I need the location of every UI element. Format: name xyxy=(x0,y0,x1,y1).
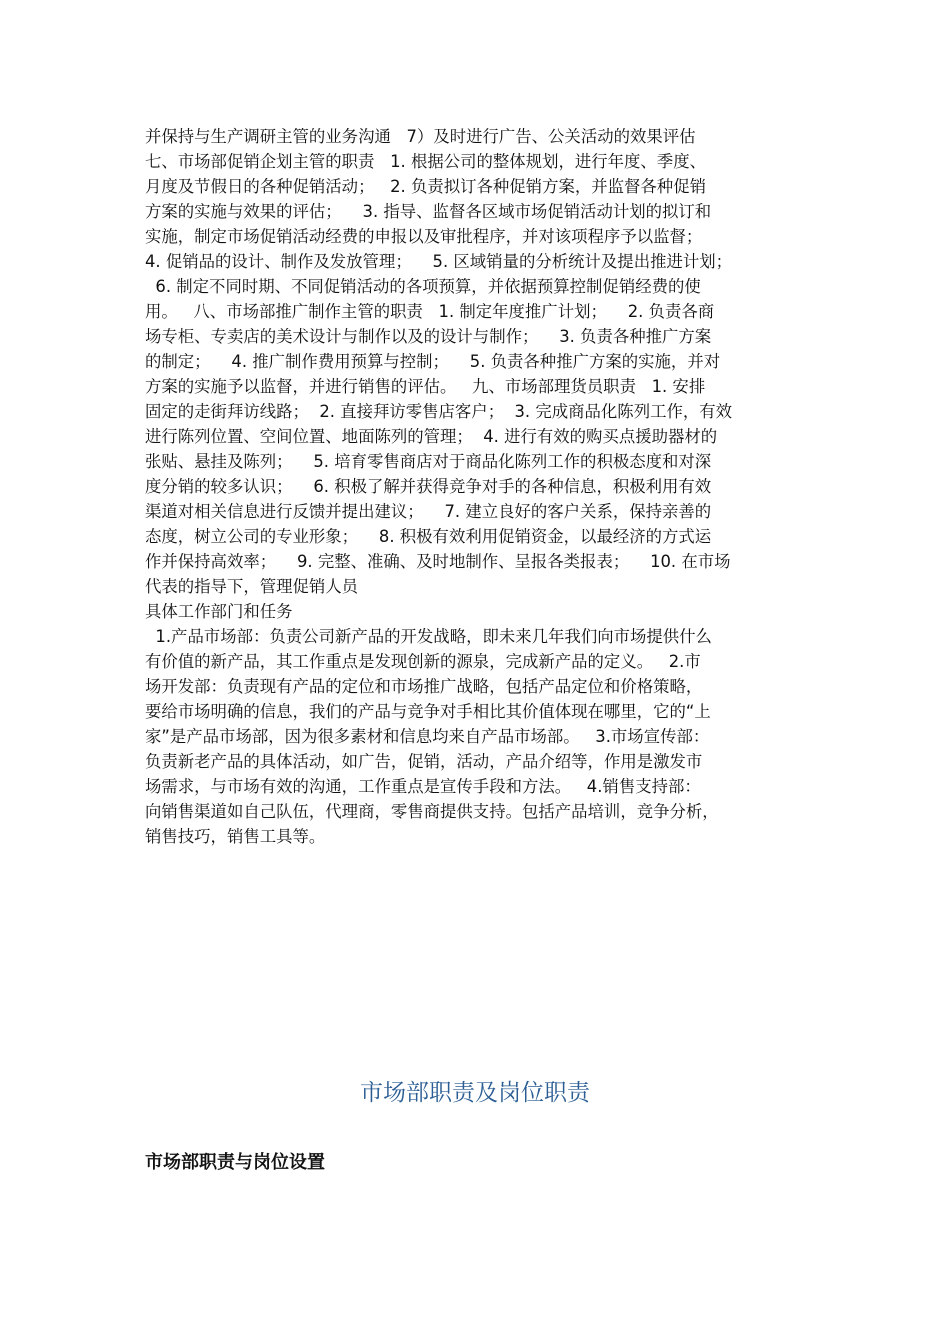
body-line: 张贴、悬挂及陈列； 5. 培育零售商店对于商品化陈列工作的积极态度和对深 xyxy=(145,452,712,471)
body-line: 向销售渠道如自己队伍，代理商，零售商提供支持。包括产品培训，竞争分析， xyxy=(145,802,719,821)
body-line: 方案的实施予以监督，并进行销售的评估。 九、市场部理货员职责 1. 安排 xyxy=(145,377,706,396)
body-line: 作并保持高效率； 9. 完整、准确、及时地制作、呈报各类报表； 10. 在市场 xyxy=(145,552,731,571)
body-line: 6. 制定不同时期、不同促销活动的各项预算，并依据预算控制促销经费的使 xyxy=(145,277,701,296)
body-line: 的制定； 4. 推广制作费用预算与控制； 5. 负责各种推广方案的实施，并对 xyxy=(145,352,721,371)
body-line: 并保持与生产调研主管的业务沟通 7）及时进行广告、公关活动的效果评估 xyxy=(145,127,696,146)
body-line: 场开发部：负责现有产品的定位和市场推广战略，包括产品定位和价格策略， xyxy=(145,677,703,696)
body-line: 有价值的新产品，其工作重点是发现创新的源泉，完成新产品的定义。 2.市 xyxy=(145,652,701,671)
body-line: 态度，树立公司的专业形象； 8. 积极有效利用促销资金，以最经济的方式运 xyxy=(145,527,712,546)
body-line: 实施，制定市场促销活动经费的申报以及审批程序，并对该项程序予以监督； xyxy=(145,227,703,246)
body-line: 度分销的较多认识； 6. 积极了解并获得竞争对手的各种信息，积极利用有效 xyxy=(145,477,712,496)
body-line: 场专柜、专卖店的美术设计与制作以及的设计与制作； 3. 负责各种推广方案 xyxy=(145,327,712,346)
body-line: 代表的指导下，管理促销人员 xyxy=(145,577,359,596)
body-line: 1.产品市场部：负责公司新产品的开发战略，即未来几年我们向市场提供什么 xyxy=(145,627,712,646)
body-line: 场需求，与市场有效的沟通，工作重点是宣传手段和方法。 4.销售支持部： xyxy=(145,777,701,796)
body-text xyxy=(145,124,815,849)
document-title: 市场部职责及岗位职责 xyxy=(360,1080,590,1106)
body-line: 负责新老产品的具体活动，如广告，促销，活动，产品介绍等，作用是激发市 xyxy=(145,752,703,771)
body-line: 月度及节假日的各种促销活动； 2. 负责拟订各种促销方案，并监督各种促销 xyxy=(145,177,706,196)
body-line: 渠道对相关信息进行反馈并提出建议； 7. 建立良好的客户关系，保持亲善的 xyxy=(145,502,712,521)
body-line: 固定的走街拜访线路； 2. 直接拜访零售店客户； 3. 完成商品化陈列工作，有效 xyxy=(145,402,733,421)
body-line: 4. 促销品的设计、制作及发放管理； 5. 区域销量的分析统计及提出推进计划； xyxy=(145,252,733,271)
body-line: 七、市场部促销企划主管的职责 1. 根据公司的整体规划，进行年度、季度、 xyxy=(145,152,706,171)
body-line: 进行陈列位置、空间位置、地面陈列的管理； 4. 进行有效的购买点援助器材的 xyxy=(145,427,718,446)
body-line: 要给市场明确的信息，我们的产品与竞争对手相比其价值体现在哪里，它的“上 xyxy=(145,702,711,721)
body-line: 销售技巧，销售工具等。 xyxy=(145,827,326,846)
body-line: 方案的实施与效果的评估； 3. 指导、监督各区域市场促销活动计划的拟订和 xyxy=(145,202,712,221)
body-line: 用。 八、市场部推广制作主管的职责 1. 制定年度推广计划； 2. 负责各商 xyxy=(145,302,715,321)
section-heading: 市场部职责与岗位设置 xyxy=(145,1152,325,1173)
body-line: 家”是产品市场部，因为很多素材和信息均来自产品市场部。 3.市场宣传部： xyxy=(145,727,710,746)
subheading-line: 具体工作部门和任务 xyxy=(145,602,293,621)
